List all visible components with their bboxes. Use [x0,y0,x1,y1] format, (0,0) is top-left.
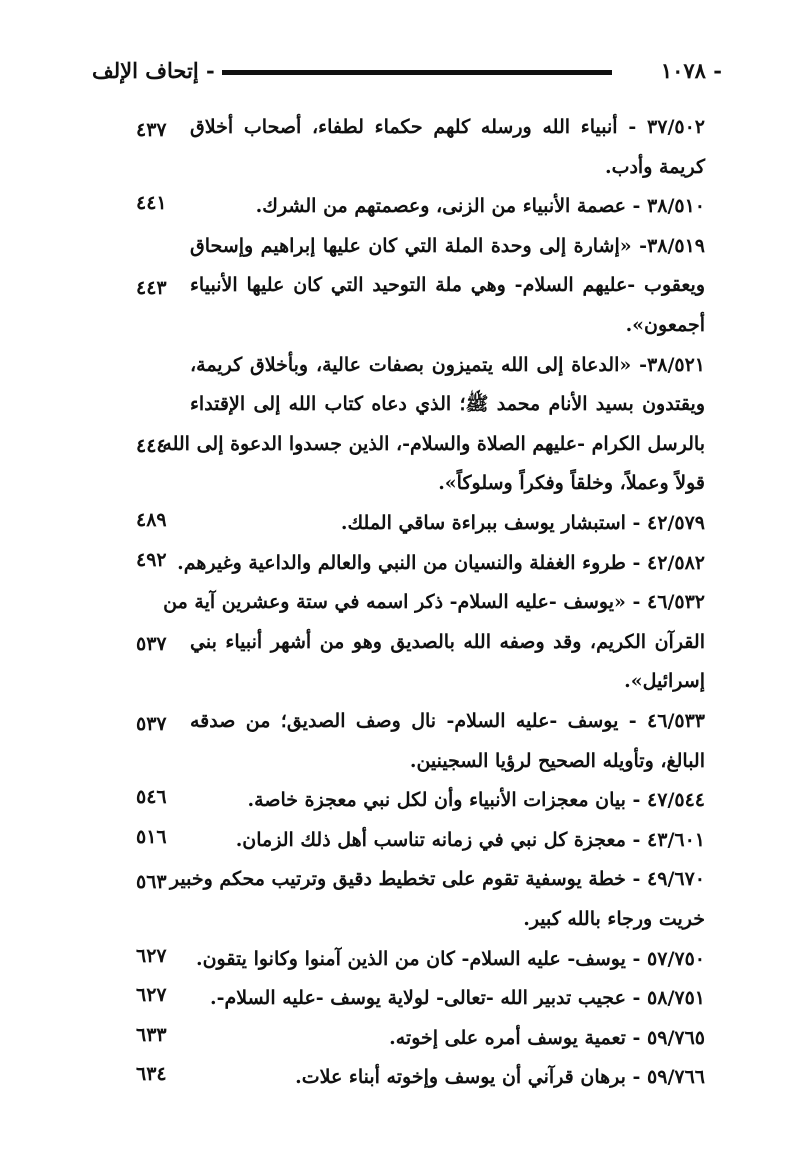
index-entry-line: ٥٩/٧٦٦ - برهان قرآني أن يوسف وإخوته أبناء علات. [295,1066,705,1089]
index-entry-line: ويعقوب -عليهم السلام- وهي ملة التوحيد التي كان عليها الأنبياء [190,274,705,297]
index-page-reference: ٦٣٤ [136,1063,167,1086]
index-entry-line: كريمة وأدب. [604,155,705,178]
index-page-reference: ٦٢٧ [136,984,167,1007]
index-entry-line: القرآن الكريم، وقد وصفه الله بالصديق وهو من أشهر أنبياء بني [190,630,705,653]
index-page-reference: ٦٣٣ [136,1023,167,1046]
index-entry-line: بالرسل الكرام -عليهم الصلاة والسلام-، الذين جسدوا الدعوة إلى الله [162,432,705,455]
index-entry-line: ٣٨/٥٢١- «الدعاة إلى الله يتميزون بصفات عالية، وبأخلاق كريمة، [190,353,705,376]
index-entry-line: ٤٢/٥٨٢ - طروء الغفلة والنسيان من النبي والعالم والداعية وغيرهم. [177,551,705,574]
index-entry-line: ٣٨/٥١٠ - عصمة الأنبياء من الزنى، وعصمتهم من الشرك. [255,195,705,218]
running-title: - إتحاف الإلف [92,58,215,83]
index-page-reference: ٤٤٤ [136,435,167,458]
index-page-reference: ٤٨٩ [136,509,167,531]
page-header [92,56,722,92]
page-number: ١٠٧٨ - [660,58,722,83]
index-page-reference: ٤٣٧ [136,118,167,141]
header-rule [222,70,612,75]
index-entry-line: ٣٨/٥١٩- «إشارة إلى وحدة الملة التي كان عليها إبراهيم وإسحاق [190,234,705,257]
index-page-reference: ٥١٦ [136,825,167,848]
index-entry-line: ٤٦/٥٣٣ - يوسف -عليه السلام- نال وصف الصديق؛ من صدقه [190,710,705,732]
index-entry-line: إسرائيل». [624,670,705,693]
index-entry-line: ٤٣/٦٠١ - معجزة كل نبي في زمانه تناسب أهل ذلك الزمان. [235,828,705,851]
index-entry-line: ويقتدون بسيد الأنام محمد ﷺ؛ الذي دعاه كتاب الله إلى الإقتداء [190,393,705,416]
index-entry-line: ٥٩/٧٦٥ - تعمية يوسف أمره على إخوته. [389,1026,705,1049]
index-page-reference: ٦٢٧ [136,944,167,967]
index-page-reference: ٥٤٦ [136,786,167,809]
index-entry-line: ٣٧/٥٠٢ - أنبياء الله ورسله كلهم حكماء لطفاء، أصحاب أخلاق [190,116,705,138]
index-entry-line: البالغ، وتأويله الصحيح لرؤيا السجينين. [409,749,705,772]
index-entry-line: أجمعون». [625,314,705,336]
index-page-reference: ٥٣٧ [136,633,167,656]
index-entry-line: ٥٧/٧٥٠ - يوسف- عليه السلام- كان من الذين آمنوا وكانوا يتقون. [195,947,705,970]
index-entry-line: ٥٨/٧٥١ - عجيب تدبير الله -تعالى- لولاية يوسف -عليه السلام-. [210,987,705,1010]
index-entry-line: ٤٦/٥٣٢ - «يوسف -عليه السلام- ذكر اسمه في ستة وعشرين آية من [163,591,705,614]
index-page-reference: ٥٦٣ [136,871,167,893]
index-page-reference: ٤٤٣ [136,277,167,299]
index-entry-line: ٤٢/٥٧٩ - استبشار يوسف ببراءة ساقي الملك. [340,512,705,534]
index-entry-line: قولاً وعملاً، وخلقاً وفكراً وسلوكاً». [438,472,705,495]
index-entry-line: ٤٩/٦٧٠ - خطة يوسفية تقوم على تخطيط دقيق وترتيب محكم وخبير [169,868,705,891]
index-entry-line: خريت ورجاء بالله كبير. [523,908,705,930]
index-entry-line: ٤٧/٥٤٤ - بيان معجزات الأنبياء وأن لكل نبي معجزة خاصة. [247,789,705,812]
index-page-reference: ٥٣٧ [136,712,167,735]
index-page-reference: ٤٩٢ [136,548,167,571]
index-page-reference: ٤٤١ [136,192,167,215]
